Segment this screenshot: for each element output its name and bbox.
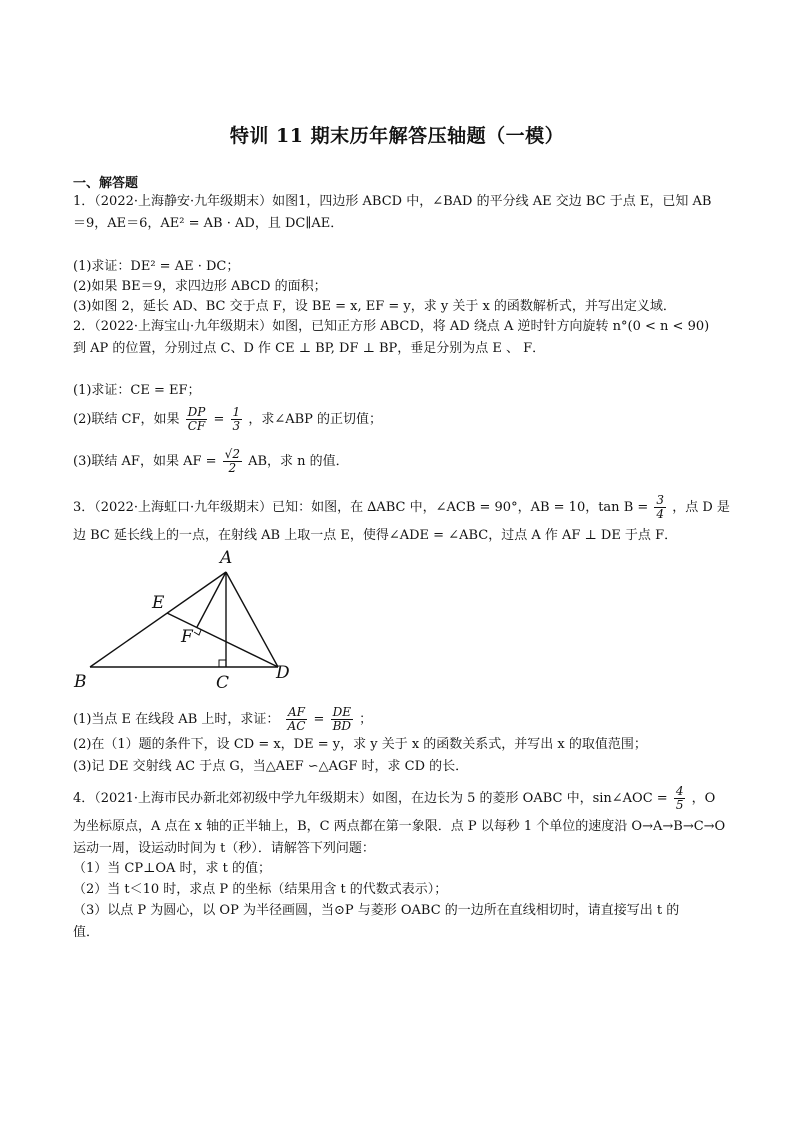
fraction-sqrt2-over-2 [223, 448, 242, 475]
q3-part-1 [73, 706, 372, 733]
fraction-numerator: 3 [656, 493, 665, 507]
q2-line-2: 到 AP 的位置，分别过点 C、D 作 CE ⊥ BP, DF ⊥ BP，垂足分别为点 E 、 F． [73, 341, 546, 356]
label-c: C [216, 673, 230, 693]
label-f: F [181, 627, 193, 647]
fraction-denominator: 4 [656, 507, 665, 521]
fraction-denominator: 3 [232, 419, 241, 433]
q4-line-1 [73, 785, 715, 812]
label-e: E [152, 593, 165, 613]
fraction-denominator: 2 [228, 461, 237, 475]
fraction-one-third [231, 406, 243, 433]
fraction-numerator: √2 [224, 447, 240, 461]
q1-line-1: 1．（2022·上海静安·九年级期末）如图1，四边形 ABCD 中，∠BAD 的平分线 AE 交边 BC 于点 E，已知 AB [73, 194, 712, 209]
right-angle-c [219, 660, 226, 667]
q2-part-1: (1)求证：CE = EF； [73, 383, 201, 398]
q4-part-2: （2）当 t＜10 时，求点 P 的坐标（结果用含 t 的代数式表示）； [73, 882, 448, 897]
segment-ad [226, 572, 278, 667]
q1-part-1: (1)求证：DE² = AE · DC； [73, 259, 240, 274]
q4-part-1: （1）当 CP⊥OA 时，求 t 的值； [73, 861, 271, 876]
q3-line-2: 边 BC 延长线上的一点，在射线 AB 上取一点 E，使得∠ADE = ∠ABC，过点 A 作 AF ⊥ DE 于点 F． [73, 528, 678, 543]
q1-line-2: ＝9，AE＝6，AE² = AB · AD，且 DC∥AE． [73, 216, 344, 231]
fraction-de-bd [331, 706, 353, 733]
fraction-numerator: DE [331, 706, 353, 720]
section-heading: 一、解答题 [73, 176, 139, 191]
q3-part-1-text-a: (1)当点 E 在线段 AB 上时，求证： [73, 712, 280, 727]
q3-line-1 [73, 494, 730, 521]
fraction-denominator: 5 [675, 798, 684, 812]
q3-line-1-text-a: 3．（2022·上海虹口·九年级期末）已知：如图，在 ∆ABC 中，∠ACB = 90°，AB = 10，tan B = [73, 500, 649, 515]
fraction-af-ac [286, 706, 308, 733]
equals-sign: = [313, 712, 325, 727]
label-d: D [276, 663, 290, 683]
equals-sign: = [213, 412, 225, 427]
q2-part-2-text-a: (2)联结 CF，如果 [73, 412, 180, 427]
q1-part-2: (2)如果 BE＝9，求四边形 ABCD 的面积； [73, 279, 327, 294]
right-angle-f [194, 630, 201, 635]
fraction-numerator: 4 [675, 784, 684, 798]
q2-part-2 [73, 406, 382, 433]
q4-line-2: 为坐标原点，A 点在 x 轴的正半轴上，B，C 两点都在第一象限．点 P 以每秒 1 个单位的速度沿 O→A→B→C→O [73, 819, 726, 834]
fraction-denominator: CF [187, 419, 206, 433]
label-b: B [74, 672, 87, 692]
q4-line-1-text-a: 4．（2021·上海市民办新北郊初级中学九年级期末）如图，在边长为 5 的菱形 OABC 中，sin∠AOC = [73, 791, 668, 806]
segment-ab [90, 572, 226, 667]
q2-part-3-text-b: AB，求 n 的值． [248, 454, 349, 469]
fraction-three-quarters [654, 494, 666, 521]
q2-part-3 [73, 448, 349, 475]
fraction-numerator: AF [286, 706, 308, 720]
q3-part-3: (3)记 DE 交射线 AC 于点 G，当△AEF ∽△AGF 时，求 CD 的长． [73, 759, 469, 774]
fraction-denominator: AC [287, 719, 306, 733]
fraction-denominator: BD [332, 719, 352, 733]
q3-part-2: (2)在（1）题的条件下，设 CD = x，DE = y，求 y 关于 x 的函数关系式，并写出 x 的取值范围； [73, 737, 647, 752]
q4-part-4: 值． [73, 925, 100, 940]
q2-part-3-text-a: (3)联结 AF，如果 AF = [73, 454, 217, 469]
fraction-four-fifths [674, 785, 686, 812]
fraction-dp-cf [186, 406, 208, 433]
page-title: 特训 11 期末历年解答压轴题（一模） [229, 125, 565, 147]
q3-part-1-text-b: ； [359, 712, 373, 727]
q2-part-2-text-b: ，求∠ABP 的正切值； [248, 412, 383, 427]
q4-line-3: 运动一周，设运动时间为 t（秒）．请解答下列问题： [73, 841, 375, 856]
triangle-figure [70, 545, 310, 695]
q4-line-1-text-b: ，O [691, 791, 716, 806]
segment-af [197, 572, 226, 627]
fraction-numerator: DP [187, 405, 206, 419]
q3-line-1-text-b: ，点 D 是 [672, 500, 730, 515]
q2-line-1: 2．（2022·上海宝山·九年级期末）如图，已知正方形 ABCD，将 AD 绕点 A 逆时针方向旋转 n°(0 < n < 90) [73, 319, 710, 334]
q1-part-3: (3)如图 2，延长 AD、BC 交于点 F，设 BE = x, EF = y，求 y 关于 x 的函数解析式，并写出定义域． [73, 299, 676, 314]
q4-part-3: （3）以点 P 为圆心，以 OP 为半径画圆，当⊙P 与菱形 OABC 的一边所在直线相切时，请直接写出 t 的 [73, 903, 680, 918]
fraction-numerator: 1 [232, 405, 241, 419]
label-a: A [220, 548, 233, 568]
